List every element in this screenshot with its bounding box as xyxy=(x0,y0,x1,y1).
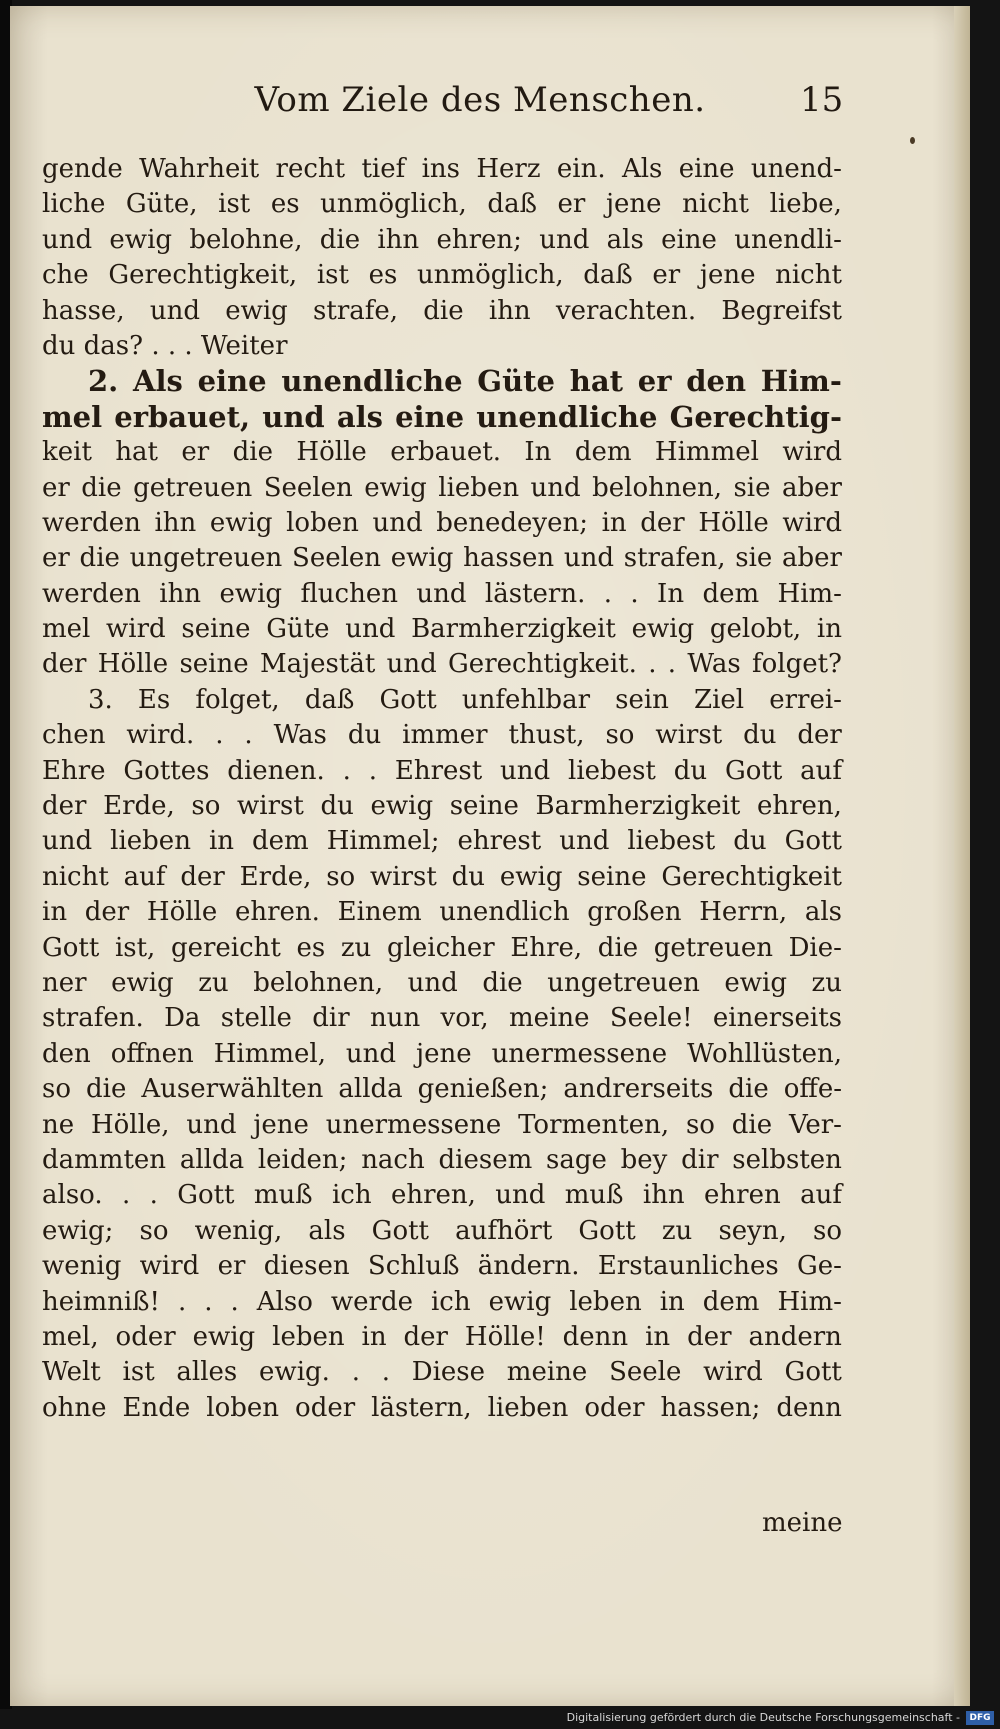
text-line: ewig; so wenig, als Gott aufhört Gott zu seyn, so xyxy=(42,1215,842,1246)
text-line: keit hat er die Hölle erbauet. In dem Himmel wird xyxy=(42,437,842,468)
text-line: 2. Als eine unendliche Güte hat er den Him- xyxy=(88,364,842,399)
text-line: der Erde, so wirst du ewig seine Barmherzigkeit ehren, xyxy=(42,791,842,822)
text-line: ner ewig zu belohnen, und die ungetreuen ewig zu xyxy=(42,967,842,998)
ink-mark xyxy=(910,137,915,144)
text-line: so die Auserwählten allda genießen; andrerseits die offe- xyxy=(42,1074,842,1105)
running-head: Vom Ziele des Menschen. xyxy=(254,80,706,120)
page-number: 15 xyxy=(800,80,844,120)
text-line: also. . . Gott muß ich ehren, und muß ihn ehren auf xyxy=(42,1180,842,1211)
text-line: wenig wird er diesen Schluß ändern. Erstaunliches Ge- xyxy=(42,1251,842,1282)
text-line: ne Hölle, und jene unermessene Tormenten, so die Ver- xyxy=(42,1109,842,1140)
text-line: er die getreuen Seelen ewig lieben und belohnen, sie aber xyxy=(42,472,842,503)
text-line: du das? . . . Weiter xyxy=(42,330,288,361)
text-line: nicht auf der Erde, so wirst du ewig seine Gerechtigkeit xyxy=(42,861,842,892)
text-line: in der Hölle ehren. Einem unendlich großen Herrn, als xyxy=(42,897,842,928)
catchword: meine xyxy=(762,1508,843,1538)
text-line: Welt ist alles ewig. . . Diese meine Seele wird Gott xyxy=(42,1357,842,1388)
text-line: werden ihn ewig fluchen und lästern. . . In dem Him- xyxy=(42,578,842,609)
text-line: 3. Es folget, daß Gott unfehlbar sein Ziel errei- xyxy=(88,684,842,715)
text-line: gende Wahrheit recht tief ins Herz ein. Als eine unend- xyxy=(42,154,842,184)
text-line: Ehre Gottes dienen. . . Ehrest und liebest du Gott auf xyxy=(42,755,842,786)
text-line: hasse, und ewig strafe, die ihn verachten. Begreifst xyxy=(42,295,842,326)
text-line: mel erbauet, und als eine unendliche Gerechtig- xyxy=(42,399,842,434)
text-line: liche Güte, ist es unmöglich, daß er jene nicht liebe, xyxy=(42,189,842,220)
text-line: ohne Ende loben oder lästern, lieben oder hassen; denn xyxy=(42,1392,842,1423)
text-line: mel wird seine Güte und Barmherzigkeit ewig gelobt, in xyxy=(42,614,842,645)
text-line: und lieben in dem Himmel; ehrest und liebest du Gott xyxy=(42,826,842,857)
text-line: Gott ist, gereicht es zu gleicher Ehre, die getreuen Die- xyxy=(42,932,842,963)
text-line: dammten allda leiden; nach diesem sage bey dir selbsten xyxy=(42,1144,842,1175)
text-line: strafen. Da stelle dir nun vor, meine Seele! einerseits xyxy=(42,1003,842,1034)
text-line: und ewig belohne, die ihn ehren; und als eine unendli- xyxy=(42,224,842,255)
text-line: heimniß! . . . Also werde ich ewig leben in dem Him- xyxy=(42,1286,842,1317)
page-edge xyxy=(954,6,970,1706)
funding-credit: Digitalisierung gefördert durch die Deutsche Forschungsgemeinschaft - xyxy=(566,1711,960,1724)
body-text xyxy=(42,152,842,1426)
dfg-logo: DFG xyxy=(966,1711,994,1725)
text-line: werden ihn ewig loben und benedeyen; in der Hölle wird xyxy=(42,507,842,538)
text-line: chen wird. . . Was du immer thust, so wirst du der xyxy=(42,720,842,751)
text-line: den offnen Himmel, und jene unermessene Wohllüsten, xyxy=(42,1038,842,1069)
text-line: mel, oder ewig leben in der Hölle! denn in der andern xyxy=(42,1321,842,1352)
text-line: che Gerechtigkeit, ist es unmöglich, daß er jene nicht xyxy=(42,260,842,291)
text-line: er die ungetreuen Seelen ewig hassen und strafen, sie aber xyxy=(42,543,842,574)
text-line: der Hölle seine Majestät und Gerechtigkeit. . . Was folget? xyxy=(42,649,842,680)
